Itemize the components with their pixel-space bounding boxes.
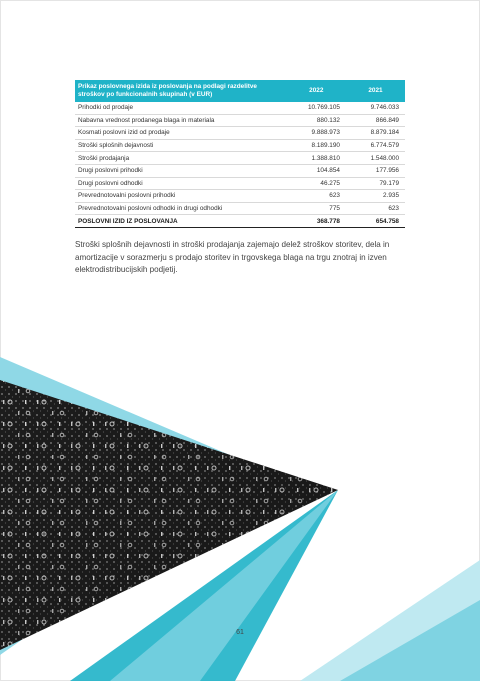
body-paragraph: Stroški splošnih dejavnosti in stroški prodajanja zajemajo delež stroškov storitev, dela in amortizacije v sorazmerju s prodajo storitev in trgovskega blaga na trgu znotraj in izven elektrodistribucijskih podjetij.: [75, 240, 390, 274]
row-label: Drugi poslovni prihodki: [75, 164, 287, 177]
value-2021: 623: [346, 202, 405, 215]
column-header-2021: 2021: [346, 80, 405, 102]
value-2022: 46.275: [287, 177, 346, 190]
value-2021: 9.746.033: [346, 102, 405, 114]
value-2022: 8.189.190: [287, 139, 346, 152]
table-title: Prikaz poslovnega izida iz poslovanja na podlagi razdelitve stroškov po funkcionalnih skupinah (v EUR): [75, 80, 287, 102]
value-2021: 8.879.184: [346, 127, 405, 140]
total-2022: 368.778: [287, 215, 346, 228]
page-number: 61: [236, 629, 244, 636]
total-2021: 654.758: [346, 215, 405, 228]
value-2022: 880.132: [287, 114, 346, 127]
value-2022: 10.769.105: [287, 102, 346, 114]
value-2021: 79.179: [346, 177, 405, 190]
value-2022: 775: [287, 202, 346, 215]
row-label: Drugi poslovni odhodki: [75, 177, 287, 190]
value-2021: 1.548.000: [346, 152, 405, 165]
value-2022: 104.854: [287, 164, 346, 177]
column-header-2022: 2022: [287, 80, 346, 102]
row-label: Prevrednotovalni poslovni odhodki in drugi odhodki: [75, 202, 287, 215]
row-label: Prihodki od prodaje: [75, 102, 287, 114]
value-2021: 6.774.579: [346, 139, 405, 152]
row-label: Prevrednotovalni poslovni prihodki: [75, 190, 287, 203]
value-2022: 623: [287, 190, 346, 203]
value-2022: 9.888.973: [287, 127, 346, 140]
total-label: POSLOVNI IZID IZ POSLOVANJA: [75, 215, 287, 228]
value-2022: 1.388.810: [287, 152, 346, 165]
row-label: Stroški prodajanja: [75, 152, 287, 165]
row-label: Stroški splošnih dejavnosti: [75, 139, 287, 152]
value-2021: 2.935: [346, 190, 405, 203]
row-label: Nabavna vrednost prodanega blaga in materiala: [75, 114, 287, 127]
value-2021: 177.956: [346, 164, 405, 177]
row-label: Kosmati poslovni izid od prodaje: [75, 127, 287, 140]
value-2021: 866.849: [346, 114, 405, 127]
